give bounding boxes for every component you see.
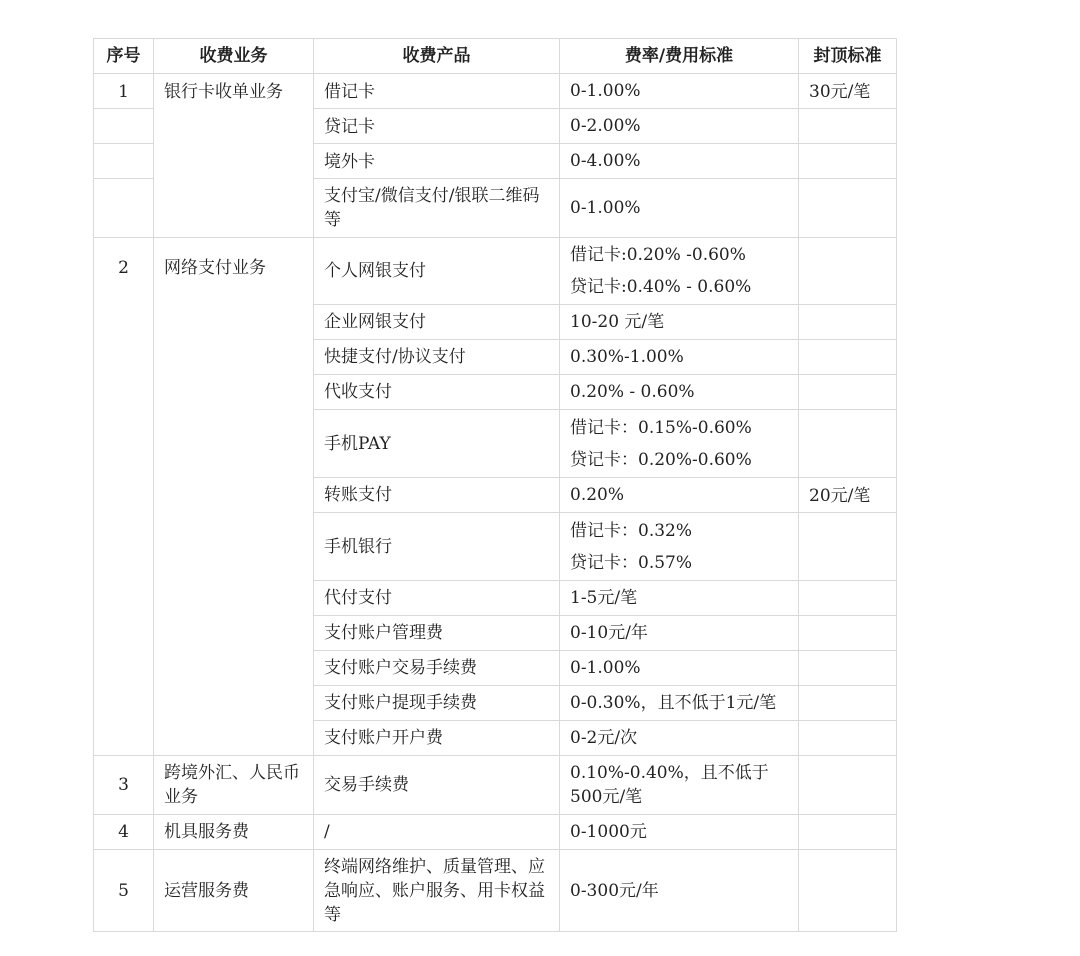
table-row [94,850,897,932]
rate-text: 0.20% - 0.60% [570,382,695,402]
product-cell: 支付宝/微信支付/银联二维码等 [314,179,560,238]
product-cell: 支付账户交易手续费 [314,651,560,686]
rate-cell [560,850,799,932]
rate-cell [560,581,799,616]
product-cell: 贷记卡 [314,109,560,144]
seq-cell: 2 [94,238,154,756]
rate-cell [560,651,799,686]
rate-text-credit: 贷记卡：0.57% [570,552,693,573]
product-cell: 手机PAY [314,410,560,478]
rate-cell [560,616,799,651]
cap-cell [799,581,897,616]
product-cell: 交易手续费 [314,756,560,815]
rate-cell [560,144,799,179]
business-cell: 运营服务费 [154,850,314,932]
cap-cell [799,513,897,581]
cap-cell [799,686,897,721]
rate-text: 0.20% [570,485,625,505]
cap-cell [799,375,897,410]
cap-cell [799,340,897,375]
seq-cell: 3 [94,756,154,815]
header-business: 收费业务 [154,39,314,74]
rate-text: 0-2.00% [570,116,641,136]
seq-cell: 5 [94,850,154,932]
table-row [94,815,897,850]
product-cell: 快捷支付/协议支付 [314,340,560,375]
product-cell: 代付支付 [314,581,560,616]
rate-text: 0.30%-1.00% [570,347,684,367]
rate-cell [560,815,799,850]
rate-cell [560,179,799,238]
product-cell: 终端网络维护、质量管理、应急响应、账户服务、用卡权益等 [314,850,560,932]
product-cell: 支付账户管理费 [314,616,560,651]
fee-table [93,38,897,932]
seq-cell: 1 [94,74,154,109]
rate-text-debit: 借记卡：0.15%-0.60% [570,417,752,438]
seq-cell: 4 [94,815,154,850]
cap-cell [799,651,897,686]
fee-table-container [93,38,897,932]
cap-cell [799,238,897,305]
cap-cell [799,410,897,478]
rate-cell [560,721,799,756]
business-cell: 跨境外汇、人民币业务 [154,756,314,815]
rate-text: 0-1.00% [570,658,641,678]
business-cell: 银行卡收单业务 [154,74,314,238]
rate-text: 1-5元/笔 [570,588,638,608]
cap-cell [799,721,897,756]
header-seq: 序号 [94,39,154,74]
rate-cell [560,686,799,721]
rate-text: 0-4.00% [570,151,641,171]
rate-cell [560,513,799,581]
cap-cell [799,815,897,850]
rate-cell [560,478,799,513]
rate-cell [560,410,799,478]
product-cell: / [314,815,560,850]
product-cell: 转账支付 [314,478,560,513]
cap-cell [799,616,897,651]
cap-cell [799,109,897,144]
rate-text: 0-300元/年 [570,880,659,901]
cap-cell: 30元/笔 [799,74,897,109]
seq-cell-empty [94,109,154,144]
product-cell: 代收支付 [314,375,560,410]
cap-cell [799,179,897,238]
rate-cell [560,756,799,815]
product-cell: 支付账户提现手续费 [314,686,560,721]
product-cell: 企业网银支付 [314,305,560,340]
rate-cell [560,340,799,375]
rate-text: 0-0.30%，且不低于1元/笔 [570,693,777,713]
business-cell: 网络支付业务 [154,238,314,756]
rate-text: 0.10%-0.40%，且不低于500元/笔 [570,763,769,807]
rate-text: 0-1.00% [570,198,641,218]
cap-cell [799,305,897,340]
table-row [94,74,897,109]
cap-cell [799,144,897,179]
seq-cell-empty [94,144,154,179]
table-row [94,238,897,305]
rate-text: 0-1000元 [570,822,647,842]
rate-cell [560,305,799,340]
rate-text: 0-10元/年 [570,623,648,643]
business-cell: 机具服务费 [154,815,314,850]
product-cell: 借记卡 [314,74,560,109]
cap-cell [799,756,897,815]
rate-text-credit: 贷记卡:0.40% - 0.60% [570,277,752,297]
rate-text-debit: 借记卡：0.32% [570,520,693,541]
table-row [94,756,897,815]
cap-cell [799,850,897,932]
rate-text: 0-2元/次 [570,728,638,748]
cap-cell: 20元/笔 [799,478,897,513]
header-cap: 封顶标准 [799,39,897,74]
rate-cell [560,238,799,305]
rate-cell [560,74,799,109]
rate-text: 10-20 元/笔 [570,312,665,332]
header-product: 收费产品 [314,39,560,74]
product-cell: 手机银行 [314,513,560,581]
rate-cell [560,109,799,144]
header-rate: 费率/费用标准 [560,39,799,74]
rate-text-debit: 借记卡:0.20% -0.60% [570,245,746,265]
product-cell: 支付账户开户费 [314,721,560,756]
seq-cell-empty [94,179,154,238]
rate-cell [560,375,799,410]
product-cell: 个人网银支付 [314,238,560,305]
rate-text: 0-1.00% [570,81,641,101]
product-cell: 境外卡 [314,144,560,179]
rate-text-credit: 贷记卡：0.20%-0.60% [570,449,752,470]
header-row [94,39,897,74]
